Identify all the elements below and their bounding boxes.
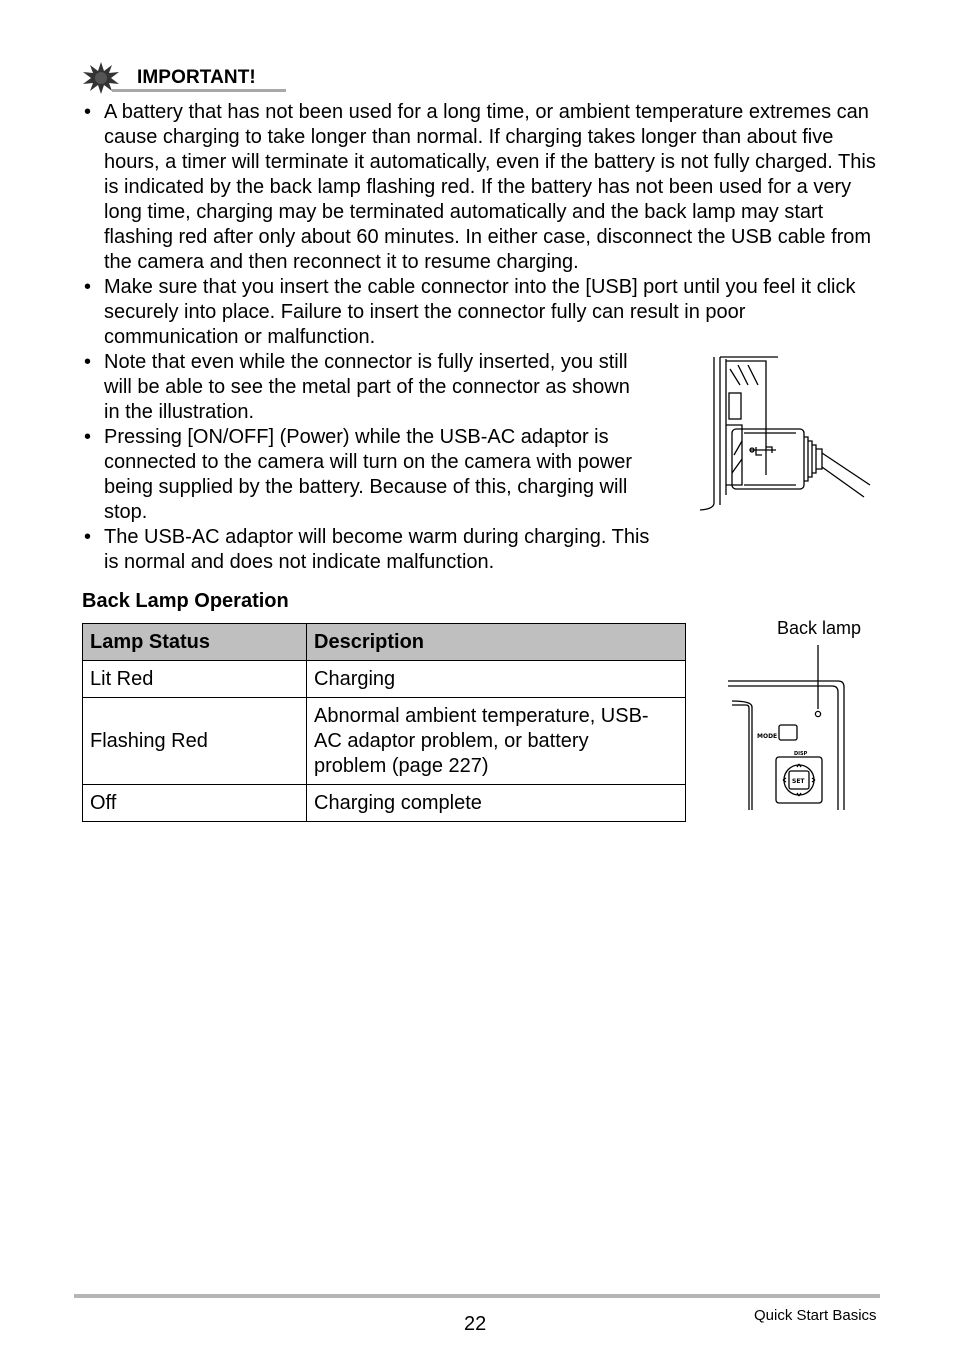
important-header (82, 62, 286, 94)
table-row (83, 698, 686, 785)
footer-section-title: Quick Start Basics (754, 1307, 877, 1324)
bullet-marker: • (84, 351, 92, 373)
section-title: Back Lamp Operation (82, 590, 289, 612)
important-label: IMPORTANT! (137, 67, 256, 88)
footer-divider (74, 1294, 880, 1298)
bullet-text: Pressing [ON/OFF] (Power) while the USB-AC adaptor is connected to the camera will turn on the camera with power being supplied by the battery. Because of this, charging will stop. (104, 426, 633, 523)
table-row (83, 661, 686, 698)
bullet-marker: • (84, 276, 92, 298)
cell-description: Charging complete (307, 785, 686, 822)
cell-lamp-status: Flashing Red (83, 698, 307, 785)
bullet-text: The USB-AC adaptor will become warm during charging. This is normal and does not indicate malfunction. (104, 526, 650, 573)
bullet-text: Note that even while the connector is fully inserted, you still will be able to see the metal part of the connector as shown in the illustration. (104, 351, 630, 423)
camera-back-illustration (726, 645, 850, 813)
header-description: Description (307, 624, 686, 661)
bullet-marker: • (84, 526, 92, 548)
set-button-label: SET (792, 778, 805, 785)
bullet-marker: • (84, 101, 92, 123)
usb-connector-illustration (696, 355, 872, 513)
back-lamp-table (82, 623, 686, 822)
disp-label: DISP (794, 751, 808, 757)
cell-lamp-status: Off (83, 785, 307, 822)
page-number: 22 (464, 1313, 487, 1335)
cell-description: Abnormal ambient temperature, USB-AC adaptor problem, or battery problem (page 227) (307, 698, 686, 785)
important-underline (112, 89, 286, 92)
cell-description: Charging (307, 661, 686, 698)
back-lamp-label: Back lamp (777, 618, 862, 638)
header-lamp-status: Lamp Status (83, 624, 307, 661)
cell-lamp-status: Lit Red (83, 661, 307, 698)
bullet-text: Make sure that you insert the cable connector into the [USB] port until you feel it click securely into place. Failure to insert the connector fully can result in poor communication or malfunction. (104, 276, 856, 348)
bullet-text: A battery that has not been used for a long time, or ambient temperature extremes can cause charging to take longer than normal. If charging takes longer than about five hours, a timer will terminate it automatically, even if the battery is not fully charged. This is indicated by the back lamp flashing red. If the battery has not been used for a very long time, charging may be terminated automatically and the back lamp may start flashing red after only about 60 minutes. In either case, disconnect the USB cable from the camera and then reconnect it to resume charging. (104, 101, 876, 273)
mode-button-label: MODE (757, 733, 778, 740)
bullet-marker: • (84, 426, 92, 448)
table-header-row (83, 624, 686, 661)
table-row (83, 785, 686, 822)
